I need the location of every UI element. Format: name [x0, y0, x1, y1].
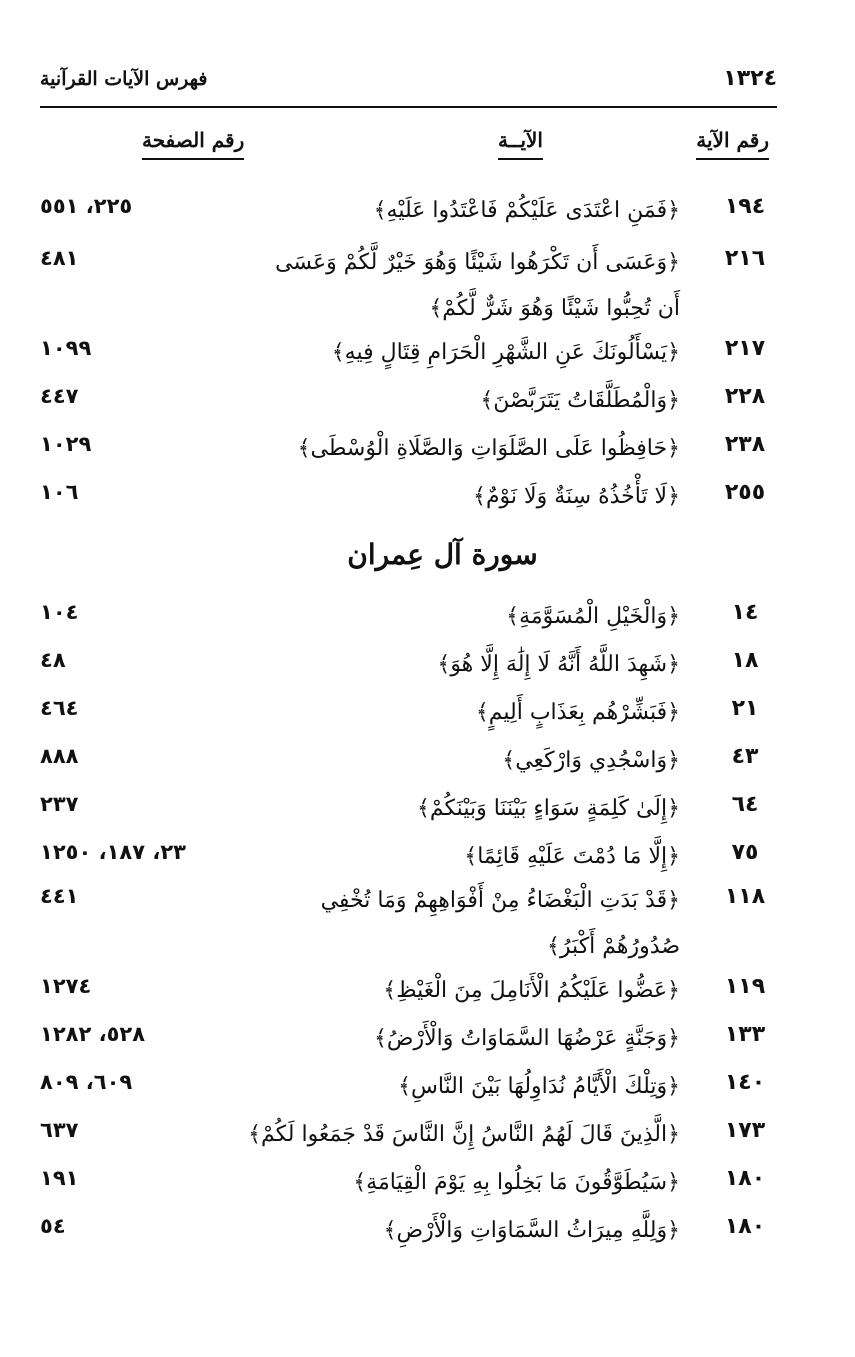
verse-number: ١٨٠: [724, 1166, 766, 1191]
verse-text: ﴿لَا تَأْخُذُهُ سِنَةٌ وَلَا نَوْمٌ﴾: [473, 484, 680, 509]
verse-text: ﴿سَيُطَوَّقُونَ مَا بَخِلُوا بِهِ يَوْمَ الْقِيَامَةِ﴾: [353, 1170, 680, 1195]
verse-number: ٢١٦: [724, 246, 766, 271]
verse-text: ﴿وَعَسَى أَن تَكْرَهُوا شَيْئًا وَهُوَ خَيْرٌ لَّكُمْ وَعَسَى أَن تُحِبُّوا شَيْئًا وَهُوَ شَرٌّ لَّكُمْ﴾: [275, 250, 680, 321]
page-number: ١٣٢٤: [723, 66, 777, 91]
verse-row: [0, 1016, 855, 1062]
page-references: ٢٣، ١٨٧، ١٢٥٠: [40, 840, 186, 864]
verse-row: [0, 378, 855, 424]
page-references: ٦٠٩، ٨٠٩: [40, 1070, 133, 1094]
verse-row: [0, 968, 855, 1014]
page-references: ٨٨٨: [40, 744, 79, 768]
page-references: ١٠٦: [40, 480, 79, 504]
verse-number: ١٣٣: [724, 1022, 766, 1047]
verse-row: [0, 1112, 855, 1158]
verse-text: ﴿وَلِلَّهِ مِيرَاثُ السَّمَاوَاتِ وَالْأَرْضِ﴾: [383, 1218, 680, 1243]
verse-text: ﴿إِلَّا مَا دُمْتَ عَلَيْهِ قَائِمًا﴾: [464, 844, 680, 869]
verse-row: [0, 594, 855, 640]
verse-row: [0, 330, 855, 376]
verse-number: ٢٣٨: [724, 432, 766, 457]
verse-text: ﴿وَجَنَّةٍ عَرْضُهَا السَّمَاوَاتُ وَالْأَرْضُ﴾: [373, 1026, 680, 1051]
verse-number: ١٤٠: [724, 1070, 766, 1095]
page-references: ٤٦٤: [40, 696, 79, 720]
verse-text: ﴿وَاسْجُدِي وَارْكَعِي﴾: [502, 748, 680, 773]
verse-number: ١١٩: [724, 974, 766, 999]
verse-text: ﴿وَالْخَيْلِ الْمُسَوَّمَةِ﴾: [506, 604, 680, 629]
verse-text: ﴿الَّذِينَ قَالَ لَهُمُ النَّاسُ إِنَّ النَّاسَ قَدْ جَمَعُوا لَكُمْ﴾: [248, 1122, 680, 1147]
verse-text: ﴿شَهِدَ اللَّهُ أَنَّهُ لَا إِلَٰهَ إِلَّا هُوَ﴾: [437, 652, 680, 677]
verse-number: ١٨: [731, 648, 759, 673]
page-references: ١٢٧٤: [40, 974, 92, 998]
sura-title: سورة آل عِمران: [347, 538, 538, 571]
page-references: ٦٣٧: [40, 1118, 79, 1142]
verse-text: ﴿حَافِظُوا عَلَى الصَّلَوَاتِ وَالصَّلَاةِ الْوُسْطَى﴾: [297, 436, 680, 461]
verse-number: ٢٥٥: [724, 480, 766, 505]
verse-row: [0, 1064, 855, 1110]
page-references: ١٠٩٩: [40, 336, 92, 360]
verse-number: ٢١: [731, 696, 759, 721]
page-references: ٥٢٨، ١٢٨٢: [40, 1022, 146, 1046]
verse-text: ﴿فَبَشِّرْهُم بِعَذَابٍ أَلِيمٍ﴾: [475, 700, 680, 725]
verse-row: [0, 1160, 855, 1206]
verse-text: ﴿عَضُّوا عَلَيْكُمُ الْأَنَامِلَ مِنَ الْغَيْظِ﴾: [383, 978, 680, 1003]
verse-number: ٤٣: [731, 744, 759, 769]
verse-row: [0, 738, 855, 784]
verse-number: ٢١٧: [724, 336, 766, 361]
verse-number: ١٧٣: [724, 1118, 766, 1143]
column-header-verse: الآيــة: [498, 128, 543, 152]
verse-row: [0, 426, 855, 472]
page-references: ٥٤: [40, 1214, 66, 1238]
page-references: ٤٨١: [40, 246, 79, 270]
verse-row: [0, 1208, 855, 1254]
column-header-verse-number: رقم الآية: [696, 128, 769, 152]
column-header-page-number: رقم الصفحة: [142, 128, 245, 152]
verse-number: ١٨٠: [724, 1214, 766, 1239]
verse-text: ﴿قَدْ بَدَتِ الْبَغْضَاءُ مِنْ أَفْوَاهِهِمْ وَمَا تُخْفِي صُدُورُهُمْ أَكْبَرُ﴾: [320, 888, 680, 959]
verse-row: [0, 786, 855, 832]
verse-row: [0, 240, 855, 332]
page-references: ٢٢٥، ٥٥١: [40, 194, 133, 218]
verse-number: ٦٤: [731, 792, 759, 817]
page-references: ٤٨: [40, 648, 66, 672]
verse-text: ﴿إِلَىٰ كَلِمَةٍ سَوَاءٍ بَيْنَنَا وَبَيْنَكُمْ﴾: [417, 796, 680, 821]
running-title: فهرس الآيات القرآنية: [40, 68, 208, 90]
page-references: ٤٤١: [40, 884, 79, 908]
verse-text: ﴿فَمَنِ اعْتَدَى عَلَيْكُمْ فَاعْتَدُوا عَلَيْهِ﴾: [373, 198, 680, 223]
verse-number: ١٩٤: [724, 194, 766, 219]
page-references: ٢٣٧: [40, 792, 79, 816]
verse-row: [0, 474, 855, 520]
verse-row: [0, 690, 855, 736]
verse-row: [0, 642, 855, 688]
verse-number: ٢٢٨: [724, 384, 766, 409]
verse-row: [0, 834, 855, 880]
verse-text: ﴿يَسْأَلُونَكَ عَنِ الشَّهْرِ الْحَرَامِ قِتَالٍ فِيهِ﴾: [331, 340, 680, 365]
verse-number: ١٤: [731, 600, 759, 625]
verse-row: [0, 878, 855, 970]
verse-text: ﴿وَالْمُطَلَّقَاتُ يَتَرَبَّصْنَ﴾: [480, 388, 680, 413]
running-header: [40, 62, 777, 108]
verse-row: [0, 188, 855, 234]
page-references: ١٠٤: [40, 600, 79, 624]
page-references: ٤٤٧: [40, 384, 79, 408]
verse-number: ١١٨: [724, 884, 766, 909]
verse-number: ٧٥: [731, 840, 759, 865]
page-references: ١٩١: [40, 1166, 79, 1190]
verse-text: ﴿وَتِلْكَ الْأَيَّامُ نُدَاوِلُهَا بَيْنَ النَّاسِ﴾: [398, 1074, 680, 1099]
page-references: ١٠٢٩: [40, 432, 92, 456]
